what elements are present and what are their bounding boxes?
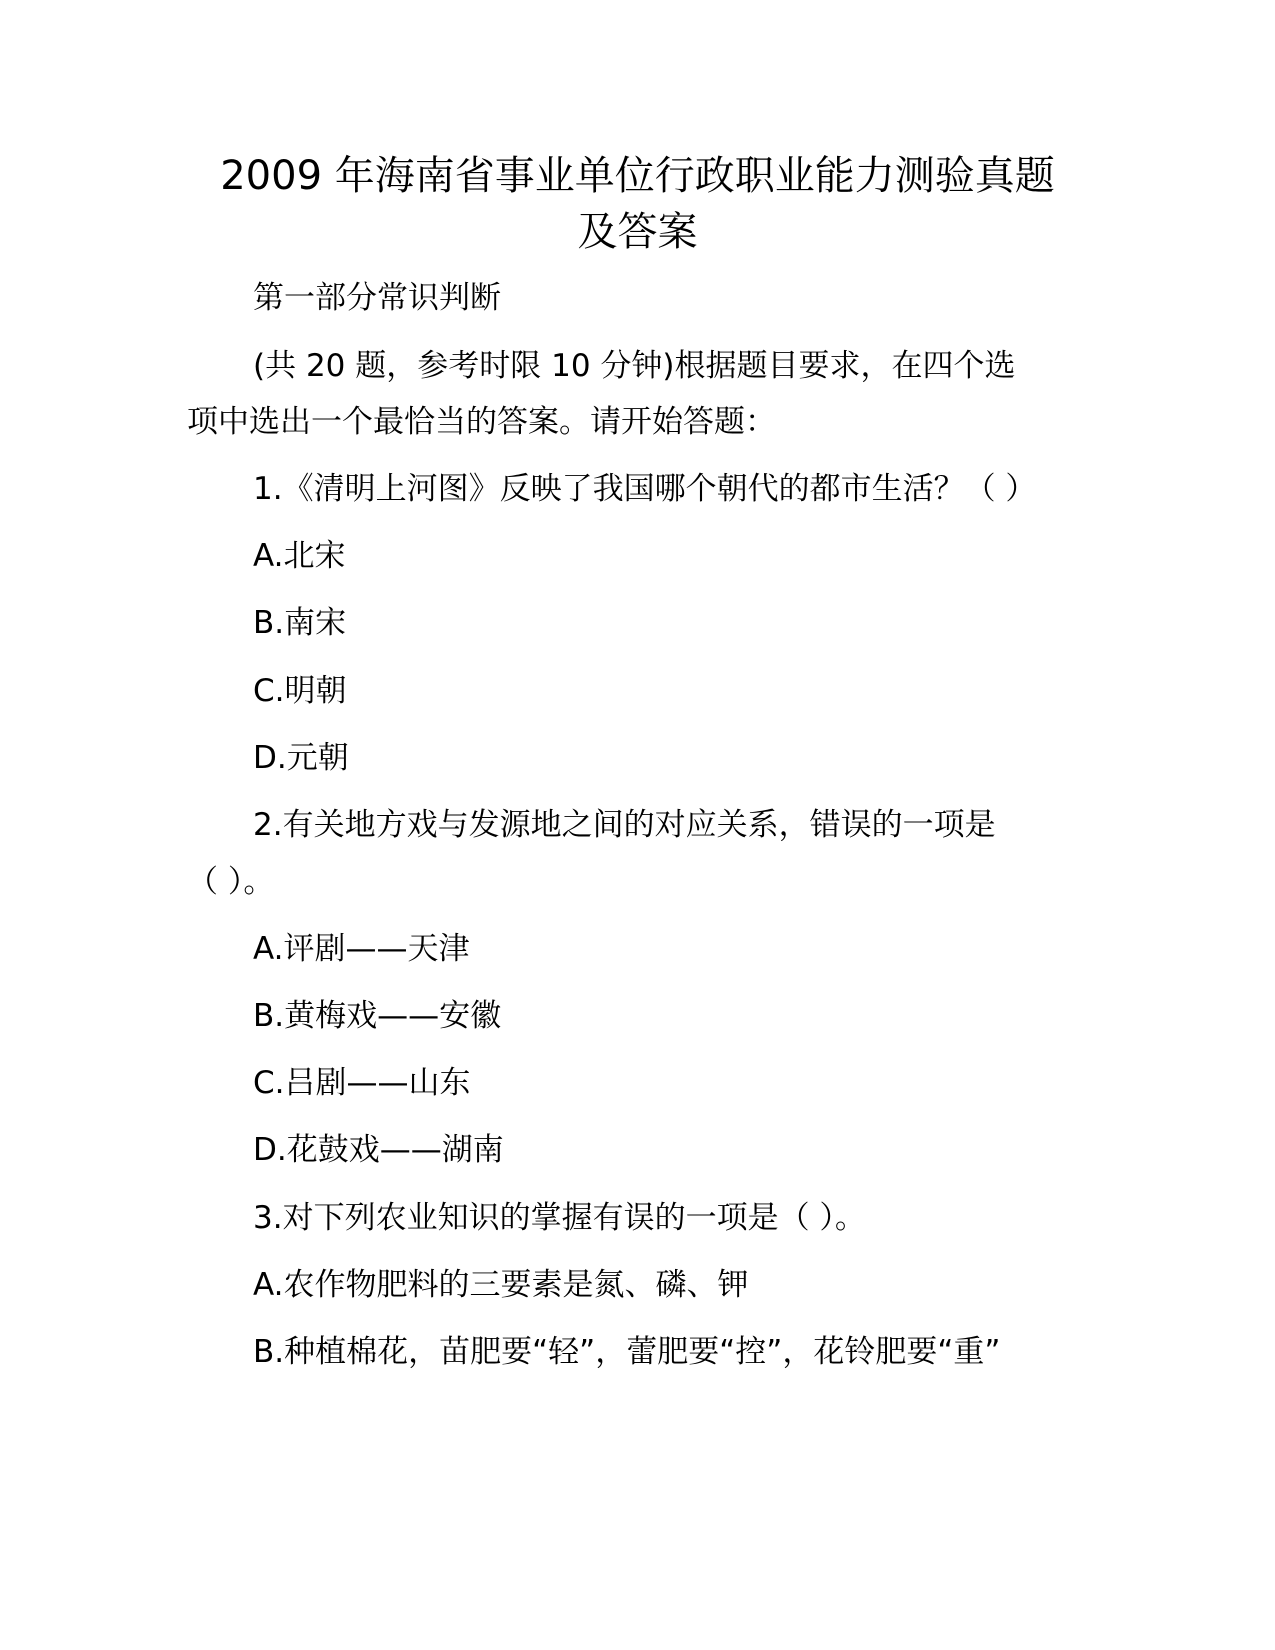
section-heading: 第一部分常识判断 [253,280,501,316]
question-3-stem: 3.对下列农业知识的掌握有误的一项是（ ）。 [253,1200,866,1236]
question-1-option-c: C.明朝 [253,673,347,709]
question-1-option-b: B.南宋 [253,605,347,641]
title-line-1: 2009 年海南省事业单位行政职业能力测验真题 [220,153,1055,199]
question-1-option-a: A.北宋 [253,538,346,574]
question-2-option-c: C.吕剧——山东 [253,1065,471,1101]
document-title [180,148,1095,260]
title-line-2: 及答案 [577,209,698,255]
question-2-option-b: B.黄梅戏——安徽 [253,998,502,1034]
question-3-option-b: B.种植棉花，苗肥要“轻”，蕾肥要“控”，花铃肥要“重” [253,1334,1001,1370]
instructions-line-1: (共 20 题，参考时限 10 分钟)根据题目要求，在四个选 [253,348,1016,384]
question-1-option-d: D.元朝 [253,740,349,776]
question-2-stem-line-2: （ ）。 [187,864,275,900]
question-2-option-d: D.花鼓戏——湖南 [253,1132,504,1168]
question-2-stem-line-1: 2.有关地方戏与发源地之间的对应关系，错误的一项是 [253,807,996,843]
question-3-option-a: A.农作物肥料的三要素是氮、磷、钾 [253,1267,749,1303]
question-1-stem: 1.《清明上河图》反映了我国哪个朝代的都市生活？（ ） [253,471,1037,507]
question-2-option-a: A.评剧——天津 [253,931,470,967]
instructions-line-2: 项中选出一个最恰当的答案。请开始答题： [187,404,776,440]
